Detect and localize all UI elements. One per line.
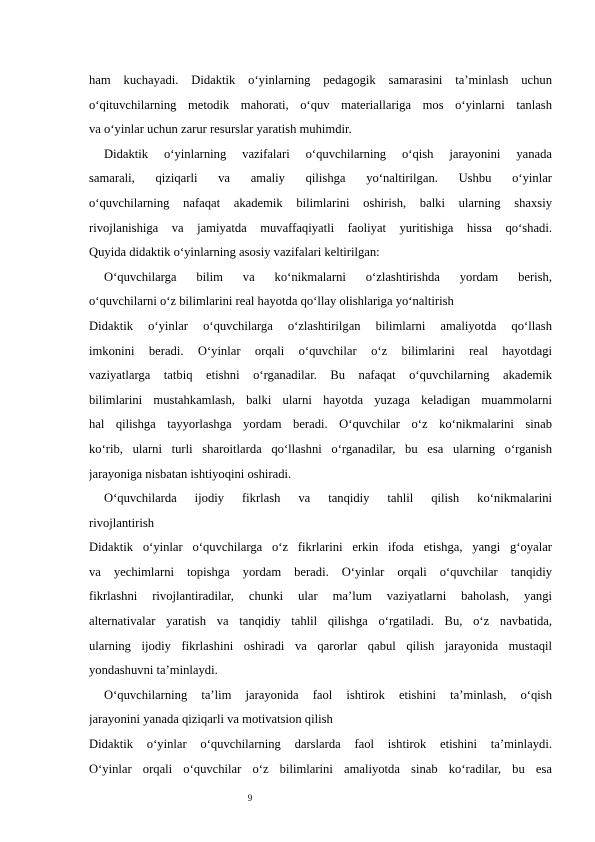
text-line: rivojlantirish [89, 515, 155, 530]
text-line: hal qilishga tayyorlashga yordam beradi. O‘quvchilar o‘z ko‘nikmalarini sinab [89, 417, 552, 432]
paragraph [89, 732, 552, 781]
text-line: O‘yinlar orqali o‘quvchilar o‘z bilimlarini amaliyotda sinab ko‘radilar, bu esa [89, 761, 552, 776]
text-line: O‘quvchilarning ta’lim jarayonida faol ishtirok etishini ta’minlash, o‘qish [104, 687, 552, 702]
text-line: Didaktik o‘yinlar o‘quvchilarga o‘zlashtirilgan bilimlarni amaliyotda qo‘llash [89, 318, 552, 333]
text-line: Didaktik o‘yinlar o‘quvchilarga o‘z fikrlarini erkin ifoda etishga, yangi g‘oyalar [89, 540, 552, 555]
paragraph [89, 142, 552, 265]
text-line: jarayoniga nisbatan ishtiyoqini oshiradi. [89, 466, 292, 481]
paragraph [89, 683, 552, 732]
text-line: vaziyatlarga tatbiq etishni o‘rganadilar. Bu nafaqat o‘quvchilarning akademik [89, 368, 552, 383]
text-line: ham kuchayadi. Didaktik o‘yinlarning pedagogik samarasini ta’minlash uchun [89, 73, 552, 87]
text-line: va o‘yinlar uchun zarur resurslar yaratish muhimdir. [89, 122, 352, 137]
text-line: fikrlashni rivojlantiradilar, chunki ular ma’lum vaziyatlarni baholash, yangi [89, 589, 552, 604]
text-line: Didaktik o‘yinlarning vazifalari o‘quvchilarning o‘qish jarayonini yanada [104, 146, 552, 161]
page-number: 9 [247, 793, 253, 803]
text-line: ko‘rib, ularni turli sharoitlarda qo‘llashni o‘rganadilar, bu esa ularning o‘rganish [89, 441, 552, 456]
paragraph [89, 314, 552, 486]
text-line: va yechimlarni topishga yordam beradi. O‘yinlar orqali o‘quvchilar tanqidiy [89, 564, 552, 579]
text-line: o‘qituvchilarning metodik mahorati, o‘quv materiallariga mos o‘yinlarni tanlash [89, 97, 552, 112]
text-line: imkonini beradi. O‘yinlar orqali o‘quvchilar o‘z bilimlarini real hayotdagi [89, 343, 552, 358]
text-line: bilimlarini mustahkamlash, balki ularni hayotda yuzaga keladigan muammolarni [89, 392, 552, 407]
text-line: o‘quvchilarning nafaqat akademik bilimlarini oshirish, balki ularning shaxsiy [89, 195, 552, 210]
text-line: alternativalar yaratish va tanqidiy tahlil qilishga o‘rgatiladi. Bu, o‘z navbatida, [89, 614, 552, 629]
text-line: O‘quvchilarda ijodiy fikrlash va tanqidiy tahlil qilish ko‘nikmalarini [104, 491, 552, 506]
paragraph [89, 486, 552, 535]
text-line: o‘quvchilarni o‘z bilimlarini real hayotda qo‘llay olishlariga yo‘naltirish [89, 294, 454, 309]
text-line: yondashuvni ta’minlaydi. [89, 663, 218, 678]
paragraph [89, 535, 552, 683]
text-line: jarayonini yanada qiziqarli va motivatsion qilish [89, 712, 333, 727]
paragraph [89, 265, 552, 314]
text-line: samarali, qiziqarli va amaliy qilishga yo‘naltirilgan. Ushbu o‘yinlar [89, 171, 552, 186]
text-line: rivojlanishiga va jamiyatda muvaffaqiyatli faoliyat yuritishiga hissa qo‘shadi. [89, 220, 552, 235]
paragraph [89, 68, 552, 142]
body-text [89, 68, 552, 781]
text-line: Didaktik o‘yinlar o‘quvchilarning darslarda faol ishtirok etishini ta’minlaydi. [89, 737, 552, 752]
text-line: ularning ijodiy fikrlashini oshiradi va qarorlar qabul qilish jarayonida mustaqil [89, 638, 552, 653]
text-line: Quyida didaktik o‘yinlarning asosiy vazifalari keltirilgan: [89, 245, 380, 260]
text-line: O‘quvchilarga bilim va ko‘nikmalarni o‘zlashtirishda yordam berish, [104, 269, 552, 284]
